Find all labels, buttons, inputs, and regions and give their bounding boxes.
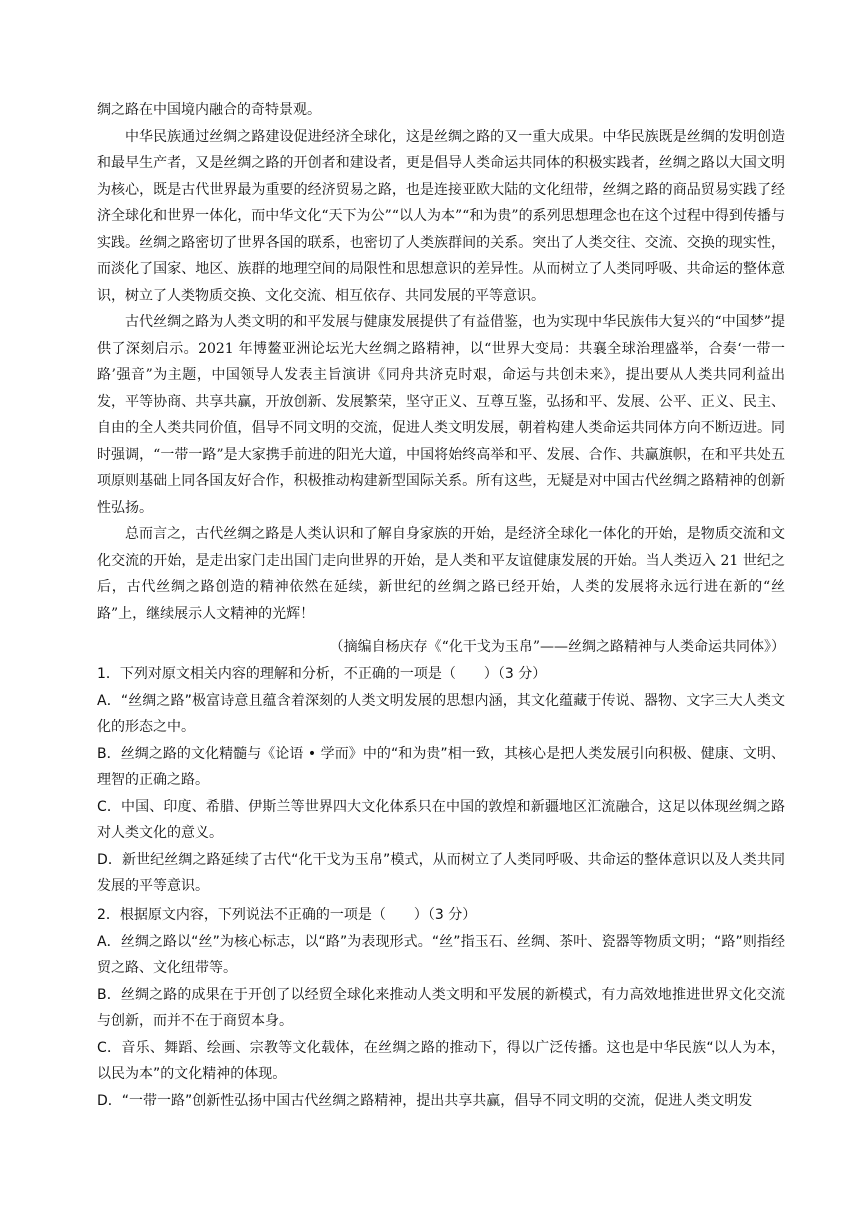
question-2 xyxy=(97,902,785,1114)
article-source: （摘编自杨庆存《“化干戈为玉帛”——丝绸之路精神与人类命运共同体》） xyxy=(329,639,785,655)
article-paragraph-continued: 绸之路在中国境内融合的奇特景观。 xyxy=(97,102,321,118)
article-paragraph: 总而言之，古代丝绸之路是人类认识和了解自身家族的开始，是经济全球化一体化的开始，是物质交流和文化交流的开始，是走出家门走出国门走向世界的开始，是人类和平友谊健康发展的开始。当人类迈入 21 世纪之后，古代丝绸之路创造的精神依然在延续，新世纪的丝绸之路已经开始，人类的发展将永远行进在新的“丝路”上，继续展示人文精神的光辉！ xyxy=(97,526,785,622)
question-stem: 2．根据原文内容，下列说法不正确的一项是（ ）（3 分） xyxy=(97,907,477,923)
question-option-c: C．中国、印度、希腊、伊斯兰等世界四大文化体系只在中国的敦煌和新疆地区汇流融合，这足以体现丝绸之路对人类文化的意义。 xyxy=(97,798,785,841)
question-option-c: C．音乐、舞蹈、绘画、宗教等文化载体，在丝绸之路的推动下，得以广泛传播。这也是中华民族“以人为本，以民为本”的文化精神的体现。 xyxy=(97,1039,785,1082)
article-body xyxy=(97,97,785,627)
question-option-a: A．丝绸之路以“丝”为核心标志，以“路”为表现形式。“丝”指玉石、丝绸、茶叶、瓷器等物质文明；“路”则指经贸之路、文化纽带等。 xyxy=(97,933,785,976)
question-option-b: B．丝绸之路的成果在于开创了以经贸全球化来推动人类文明和平发展的新模式，有力高效地推进世界文化交流与创新，而并不在于商贸本身。 xyxy=(97,986,785,1029)
question-stem: 1．下列对原文相关内容的理解和分析，不正确的一项是（ ）（3 分） xyxy=(97,666,547,682)
question-option-d: D．新世纪丝绸之路延续了古代“化干戈为玉帛”模式，从而树立了人类同呼吸、共命运的整体意识以及人类共同发展的平等意识。 xyxy=(97,851,785,894)
article-paragraph: 中华民族通过丝绸之路建设促进经济全球化，这是丝绸之路的又一重大成果。中华民族既是丝绸的发明创造和最早生产者，又是丝绸之路的开创者和建设者，更是倡导人类命运共同体的积极实践者，丝绸之路以大国文明为核心，既是古代世界最为重要的经济贸易之路，也是连接亚欧大陆的文化纽带，丝绸之路的商品贸易实践了经济全球化和世界一体化，而中华文化“天下为公”“以人为本”“和为贵”的系列思想理念也在这个过程中得到传播与实践。丝绸之路密切了世界各国的联系，也密切了人类族群间的关系。突出了人类交往、交流、交换的现实性，而淡化了国家、地区、族群的地理空间的局限性和思想意识的差异性。从而树立了人类同呼吸、共命运的整体意识，树立了人类物质交换、文化交流、相互依存、共同发展的平等意识。 xyxy=(97,128,785,304)
question-1 xyxy=(97,661,785,900)
question-option-b: B．丝绸之路的文化精髓与《论语 • 学而》中的“和为贵”相一致，其核心是把人类发展引向积极、健康、文明、理智的正确之路。 xyxy=(97,745,785,788)
question-option-d: D．“一带一路”创新性弘扬中国古代丝绸之路精神，提出共享共赢，倡导不同文明的交流，促进人类文明发 xyxy=(97,1092,753,1109)
question-option-a: A．“丝绸之路”极富诗意且蕴含着深刻的人类文明发展的思想内涵，其文化蕴藏于传说、器物、文字三大人类文化的形态之中。 xyxy=(97,692,785,735)
article-paragraph: 古代丝绸之路为人类文明的和平发展与健康发展提供了有益借鉴，也为实现中华民族伟大复兴的“中国梦”提供了深刻启示。2021 年博鳌亚洲论坛光大丝绸之路精神，以“世界大变局：共襄全球治理盛举，合奏‘一带一路’强音”为主题，中国领导人发表主旨演讲《同舟共济克时艰，命运与共创未来》，提出要从人类共同利益出发，平等协商、共享共赢，开放创新、发展繁荣，坚守正义、互尊互鉴，弘扬和平、发展、公平、正义、民主、自由的全人类共同价值，倡导不同文明的交流，促进人类文明发展，朝着构建人类命运共同体方向不断迈进。同时强调，“一带一路”是大家携手前进的阳光大道，中国将始终高举和平、发展、合作、共赢旗帜，在和平共处五项原则基础上同各国友好合作，积极推动构建新型国际关系。所有这些，无疑是对中国古代丝绸之路精神的创新性弘扬。 xyxy=(97,314,785,516)
